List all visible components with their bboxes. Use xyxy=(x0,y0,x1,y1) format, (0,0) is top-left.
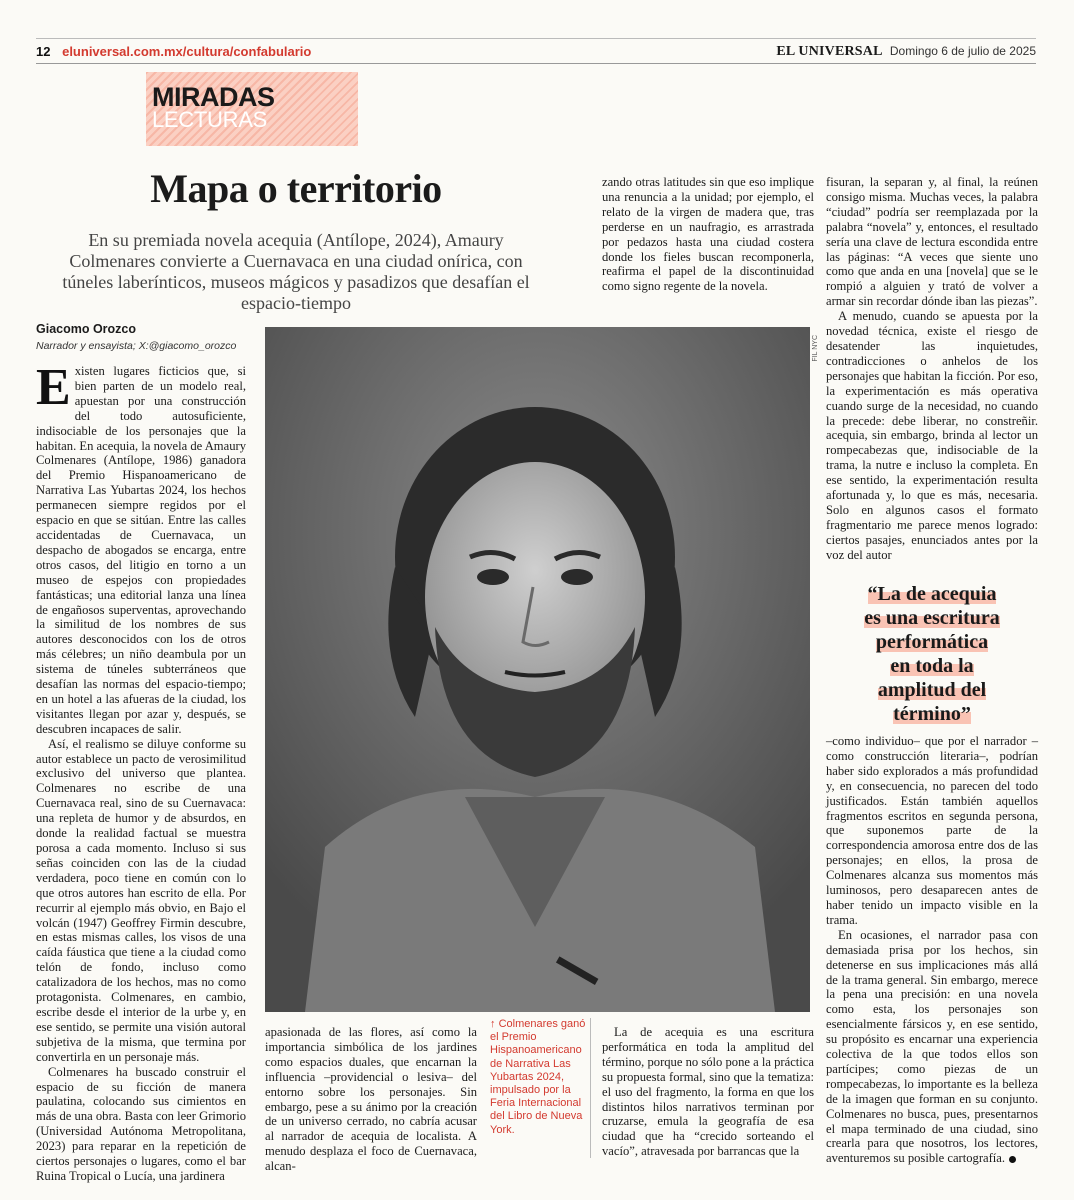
photo-credit: FIL NYC xyxy=(812,335,819,362)
article-headline: Mapa o territorio xyxy=(150,166,442,211)
pull-quote-line: amplitud del xyxy=(877,679,987,701)
paragraph: Colmenares ha buscado construir el espacio de su ficción de manera paulatina, colocando sus cimientos en más de una obra. Basta con leer Grimorio (Universidad Autónoma Metropolitana, 2023) para reparar en la repetición de ciertos personajes o lugares, como el bar Ruina Tropical o Lucía, una jardinera xyxy=(36,1064,246,1183)
paragraph: Así, el realismo se diluye conforme su autor establece un pacto de verosimilitud exclusivo del universo que plantea. Colmenares no escribe de una Cuernavaca real, sino de su Cuernavaca: una repleta de humor y de absurdos, en donde la realidad factual se muestra porosa a cada momento. Incluso si sus señas coinciden con las de la ciudad verdadera, poco tiene en común con lo que otros autores han escrito de ella. Por recurrir al ejemplo más obvio, en Bajo el volcán (1947) Geoffrey Firmin descubre, en estas mismas calles, los visos de una caída fáustica que tiene a la ciudad como telón de fondo, incluso como catalizadora de los hechos, mas no como protagonista. Colmenares, en cambio, escribe desde el interior de la urbe y, en ese sentido, se permite una visión autoral subjetiva de la misma, que termina por convertirla en un personaje más. xyxy=(36,736,246,1064)
body-column-3-top xyxy=(602,175,814,294)
paragraph-text: xisten lugares ficticios que, si bien parten de un modelo real, apuestan por una construcción del todo autosuficiente, indisociable de los personajes que la habitan. En acequia, la novela de Amaury Colmenares (Antílope, 1986) ganadora del Premio Hispanoamericano de Narrativa Las Yubartas 2024, los hechos permanecen siempre regidos por el espacio en que se sitúan. Entre las calles accidentadas de Cuernavaca, un despacho de abogados se encarga, entre otros casos, del litigio en torno a un museo de espejos con propiedades fantásticas; una editorial lanza una línea de engañosos superventas, aprovechando la similitud de los nombres de sus autores desconocidos con los de otros más célebres; un niño deambula por un sistema de túneles subterráneos que desafían las normas del espacio-tiempo; en un hotel a las afueras de la ciudad, los visitantes llegan por azar y, después, se descubren incapaces de salir. xyxy=(36,364,246,736)
paragraph xyxy=(826,928,1038,1167)
photo-caption xyxy=(490,1018,590,1137)
caption-arrow-icon: ↑ xyxy=(490,1018,496,1030)
pull-quote-line: “La de acequia xyxy=(867,583,997,605)
page-header-left xyxy=(36,44,311,59)
end-mark-icon xyxy=(1009,1156,1016,1163)
author-role: Narrador y ensayista; X:@giacomo_orozco xyxy=(36,340,237,352)
pull-quote-line: término” xyxy=(893,703,971,725)
pull-quote-line: performática xyxy=(875,631,989,653)
author-name: Giacomo Orozco xyxy=(36,322,137,336)
body-column-2 xyxy=(265,1025,477,1174)
author-photo xyxy=(265,327,810,1012)
portrait-illustration xyxy=(265,327,810,1012)
subsection-name: LECTURAS xyxy=(152,107,267,132)
body-column-3-bottom xyxy=(602,1025,814,1159)
top-rule xyxy=(36,38,1036,39)
pull-quote-line: en toda la xyxy=(890,655,974,677)
paragraph: apasionada de las flores, así como la importancia simbólica de los jardines como espacios duales, que encarnan la influencia –providencial o lesiva– del entorno sobre los personajes. Sin embargo, pese a su ánimo por la creación de un universo cerrado, no cabría acusar al narrador de acequia de localista. A menudo desplaza el foco de Cuernavaca, alcan- xyxy=(265,1025,477,1174)
issue-date: Domingo 6 de julio de 2025 xyxy=(889,44,1036,58)
body-column-1 xyxy=(36,359,246,1184)
body-column-4-top xyxy=(826,175,1038,563)
section-name: MIRADAS xyxy=(152,82,275,112)
paragraph xyxy=(36,359,246,737)
paragraph: A menudo, cuando se apuesta por la novedad técnica, existe el riesgo de desatender las inquietudes, contradicciones o anhelos de los personajes que habitan la ficción. Por eso, la experimentación es más operativa cuando surge de la necesidad, no cuando la precede: debe liberar, no constreñir. acequia, sin embargo, brinda al lector un rompecabezas que, indisociable de la trama, la nutre e incluso la completa. En ese sentido, la experimentación resulta afortunada y, lo que es más, necesaria. Solo en algunos casos el formato fragmentario me parece menos logrado: ciertos pasajes, enunciados antes por la voz del autor xyxy=(826,309,1038,562)
page-header-right xyxy=(776,43,1036,60)
section-url[interactable]: eluniversal.com.mx/cultura/confabulario xyxy=(62,44,312,59)
column-rule xyxy=(590,1018,591,1158)
paragraph: zando otras latitudes sin que eso implique una renuncia a la unidad; por ejemplo, el relato de la virgen de madera que, tras perderse en un naufragio, es arrastrada por pedazos hasta una ciudad costera donde los fieles buscan recomponerla, reafirma el papel de la discontinuidad como signo regente de la novela. xyxy=(602,175,814,294)
paragraph-text: En ocasiones, el narrador pasa con demasiada prisa por los hechos, sin detenerse en sus implicaciones más allá de la trama general. Sin embargo, merece la pena una precisión: en una novela como esta, los personajes son esencialmente fársicos y, en ese sentido, su propósito es encarnar una experiencia colectiva de la que todos ellos son partícipes; como piezas de un rompecabezas, lo importante es la belleza de la imagen que forman en su conjunto. Colmenares no busca, pues, presentarnos el mapa terminado de una ciudad, sino crearla para que nosotros, los lectores, aventuremos su posible cartografía. xyxy=(826,927,1038,1166)
paragraph: –como individuo– que por el narrador –como construcción literaria–, podrían haber sido explorados a más profundidad y, en consecuencia, no parecen del todo justificados. Están también aquellos fragmentos escritos en segunda persona, que suponemos parte de la correspondencia amorosa entre dos de las personajes; en ellos, la prosa de Colmenares alcanza sus momentos más luminosos, pero desaparecen antes de haber tenido un impacto visible en la trama. xyxy=(826,734,1038,927)
caption-text: Colmenares ganó el Premio Hispanoamericano de Narrativa Las Yubartas 2024, impulsado por la Feria Internacional del Libro de Nueva York. xyxy=(490,1018,586,1136)
newspaper-brand: EL UNIVERSAL xyxy=(776,44,883,59)
header-rule xyxy=(36,63,1036,64)
paragraph: La de acequia es una escritura performática en toda la amplitud del término, porque no sólo pone a la práctica su propuesta formal, sino que la tematiza: el uso del fragmento, la forma en que los distintos hilos narrativos terminan por cruzarse, emula la geografía de esa ciudad que ha “crecido sorteando el vacío”, atravesada por barrancas que la xyxy=(602,1025,814,1159)
page-number: 12 xyxy=(36,44,51,59)
pull-quote-line: es una escritura xyxy=(864,607,1000,629)
drop-cap: E xyxy=(36,359,71,416)
paragraph: fisuran, la separan y, al final, la reúnen consigo misma. Muchas veces, la palabra “ciudad” podría ser reemplazada por la palabra “novela” y, entonces, el resultado sería una clave de lectura escondida entre las páginas: “A veces que siente uno como que anda en una [novela] que se le rompió a alguien y trató de volver a armar sin recordar dónde iban las piezas”. xyxy=(826,175,1038,309)
body-column-4-bottom xyxy=(826,734,1038,1166)
pull-quote xyxy=(828,582,1036,726)
article-deck: En su premiada novela acequia (Antílope, 2024), Amaury Colmenares convierte a Cuernavaca en una ciudad onírica, con túneles laberínticos, museos mágicos y pasadizos que desafían el espacio-tiempo xyxy=(62,230,530,313)
